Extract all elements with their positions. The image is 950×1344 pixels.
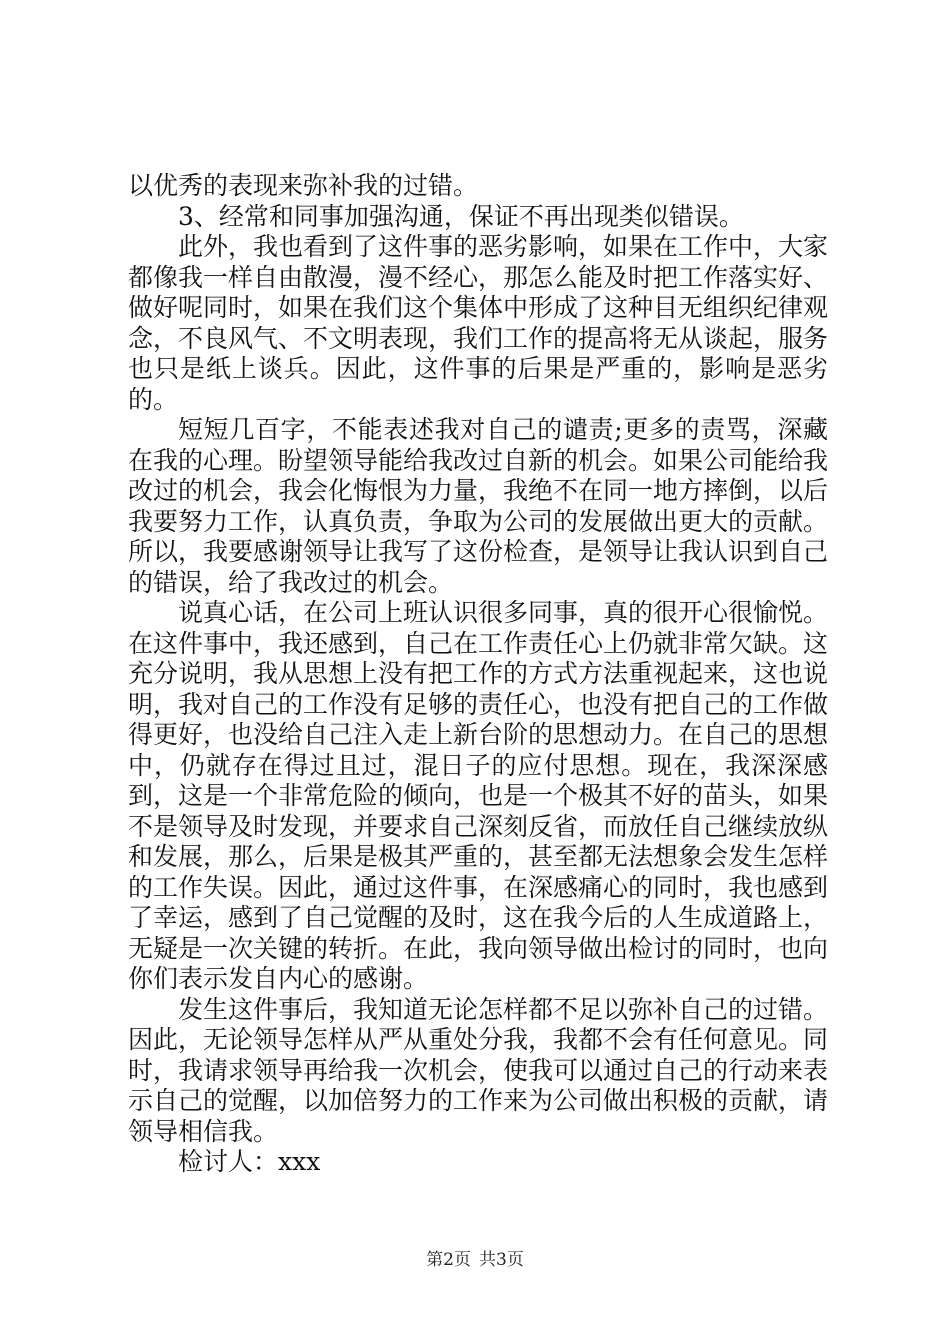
document-body [128, 171, 828, 1178]
paragraph-impact: 此外，我也看到了这件事的恶劣影响，如果在工作中，大家都像我一样自由散漫，漫不经心，那怎么能及时把工作落实好、做好呢同时，如果在我们这个集体中形成了这种目无组织纪律观念，不良风气、不文明表现，我们工作的提高将无从谈起，服务也只是纸上谈兵。因此，这件事的后果是严重的，影响是恶劣的。 [128, 232, 829, 414]
page-total: 共3页 [479, 1250, 524, 1270]
page-number: 第2页 [426, 1250, 471, 1270]
paragraph-item-3: 3、经常和同事加强沟通，保证不再出现类似错误。 [178, 201, 744, 231]
paragraph-apology: 短短几百字，不能表述我对自己的谴责;更多的责骂，深藏在我的心理。盼望领导能给我改过自新的机会。如果公司能给我改过的机会，我会化悔恨为力量，我绝不在同一地方摔倒，以后我要努力工作，认真负责，争取为公司的发展做出更大的贡献。所以，我要感谢领导让我写了这份检查，是领导让我认识到自己的错误，给了我改过的机会。 [128, 415, 829, 597]
signature-line: 检讨人：xxx [178, 1147, 321, 1176]
page-footer [0, 1245, 950, 1270]
paragraph-request: 发生这件事后，我知道无论怎样都不足以弥补自己的过错。因此，无论领导怎样从严从重处分我，我都不会有任何意见。同时，我请求领导再给我一次机会，使我可以通过自己的行动来表示自己的觉醒，以加倍努力的工作来为公司做出积极的贡献，请领导相信我。 [128, 994, 829, 1146]
paragraph-reflection: 说真心话，在公司上班认识很多同事，真的很开心很愉悦。在这件事中，我还感到，自己在工作责任心上仍就非常欠缺。这充分说明，我从思想上没有把工作的方式方法重视起来，这也说明，我对自己的工作没有足够的责任心，也没有把自己的工作做得更好，也没给自己注入走上新台阶的思想动力。在自己的思想中，仍就存在得过且过，混日子的应付思想。现在，我深深感到，这是一个非常危险的倾向，也是一个极其不好的苗头，如果不是领导及时发现，并要求自己深刻反省，而放任自己继续放纵和发展，那么，后果是极其严重的，甚至都无法想象会发生怎样的工作失误。因此，通过这件事，在深感痛心的同时，我也感到了幸运，感到了自己觉醒的及时，这在我今后的人生成道路上，无疑是一次关键的转折。在此，我向领导做出检讨的同时，也向你们表示发自内心的感谢。 [128, 598, 829, 993]
paragraph-continuation: 以优秀的表现来弥补我的过错。 [128, 171, 479, 200]
